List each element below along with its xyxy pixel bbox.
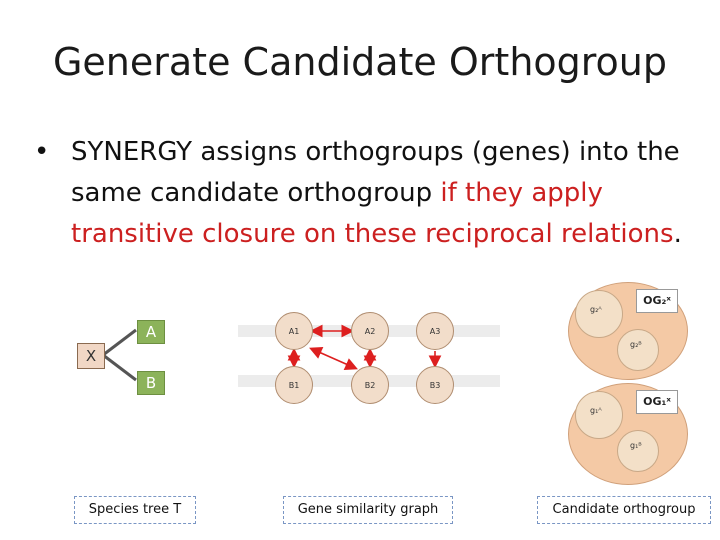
- gene-g1a: [575, 391, 623, 439]
- gene-node-b1: B1: [275, 366, 313, 404]
- gene-g1b: [617, 430, 659, 472]
- gene-g1b-label: g₁ᴮ: [630, 441, 642, 450]
- caption-gene-graph: Gene similarity graph: [283, 496, 453, 524]
- og2-label: OG₂ˣ: [636, 289, 678, 313]
- species-leaf-b: B: [137, 371, 165, 395]
- gene-node-b2: B2: [351, 366, 389, 404]
- caption-species-tree: Species tree T: [74, 496, 196, 524]
- gene-g1a-label: g₁ᴬ: [590, 406, 602, 415]
- gene-g2b: [617, 329, 659, 371]
- slide-title: Generate Candidate Orthogroup: [52, 40, 668, 84]
- gene-node-a2: A2: [351, 312, 389, 350]
- bullet-marker: •: [34, 137, 50, 167]
- bullet-text-end: .: [673, 219, 682, 249]
- gene-g2a-label: g₂ᴬ: [590, 305, 602, 314]
- bullet-text-black: SYNERGY assigns orthogroups (genes) into the same candidate orthogroup: [71, 137, 680, 208]
- bullet-text-red: if they apply transitive closure on these reciprocal relations: [71, 178, 674, 249]
- species-root-x: X: [77, 343, 105, 369]
- og1-label: OG₁ˣ: [636, 390, 678, 414]
- gene-node-a3: A3: [416, 312, 454, 350]
- species-leaf-a: A: [137, 320, 165, 344]
- gene-g2b-label: g₂ᴮ: [630, 340, 642, 349]
- caption-candidate-orthogroup: Candidate orthogroup: [537, 496, 711, 524]
- gene-node-a1: A1: [275, 312, 313, 350]
- gene-node-b3: B3: [416, 366, 454, 404]
- gene-g2a: [575, 290, 623, 338]
